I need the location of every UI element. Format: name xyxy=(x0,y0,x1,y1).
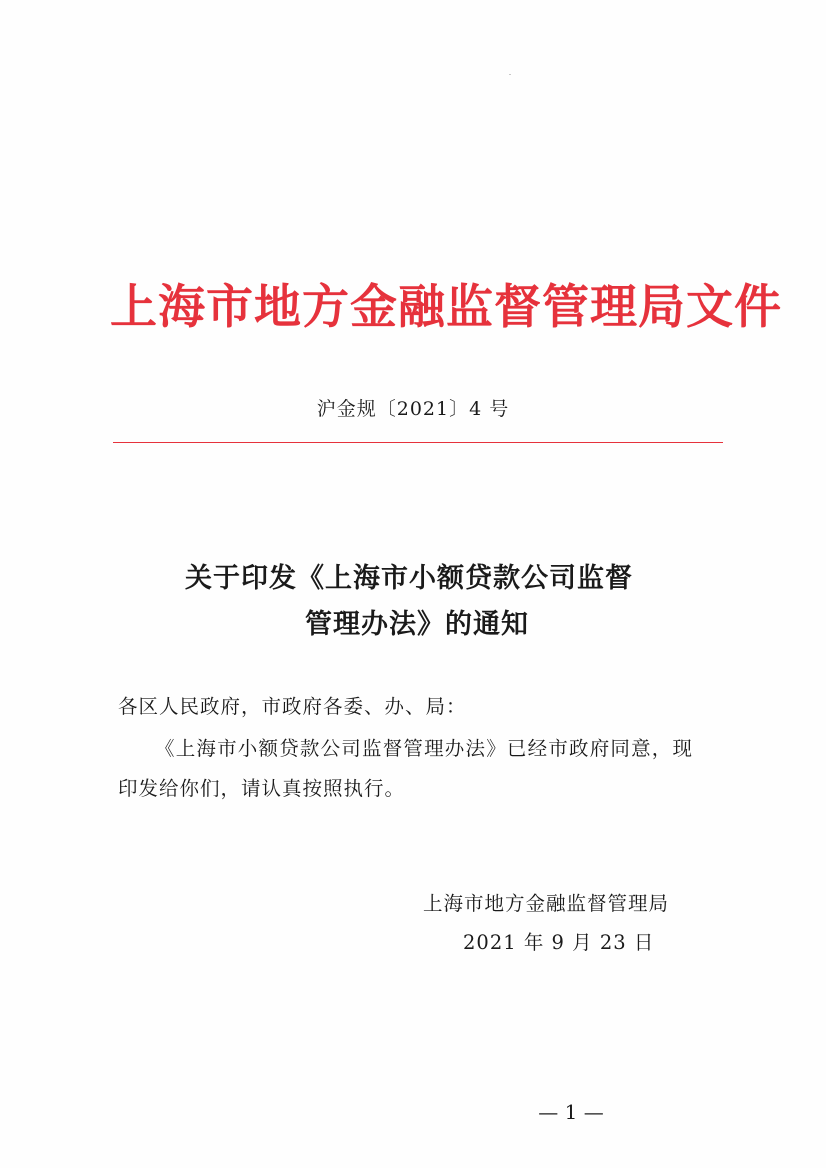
body-paragraph-line-1: 《上海市小额贷款公司监督管理办法》已经市政府同意，现 xyxy=(155,737,694,760)
scan-speck xyxy=(509,74,511,75)
agency-header-title: 上海市地方金融监督管理局文件 xyxy=(110,280,782,335)
page-number: — 1 — xyxy=(538,1100,604,1124)
notice-title-line-1: 关于印发《上海市小额贷款公司监督 xyxy=(185,563,633,594)
signature-date: 2021 年 9 月 23 日 xyxy=(463,931,655,954)
salutation: 各区人民政府，市政府各委、办、局： xyxy=(118,695,467,718)
notice-title-line-2: 管理办法》的通知 xyxy=(305,609,529,640)
document-number: 沪金规〔2021〕4 号 xyxy=(316,398,510,420)
red-separator-line xyxy=(113,442,723,443)
signature-organization: 上海市地方金融监督管理局 xyxy=(423,892,670,915)
body-paragraph-line-2: 印发给你们，请认真按照执行。 xyxy=(118,777,406,800)
